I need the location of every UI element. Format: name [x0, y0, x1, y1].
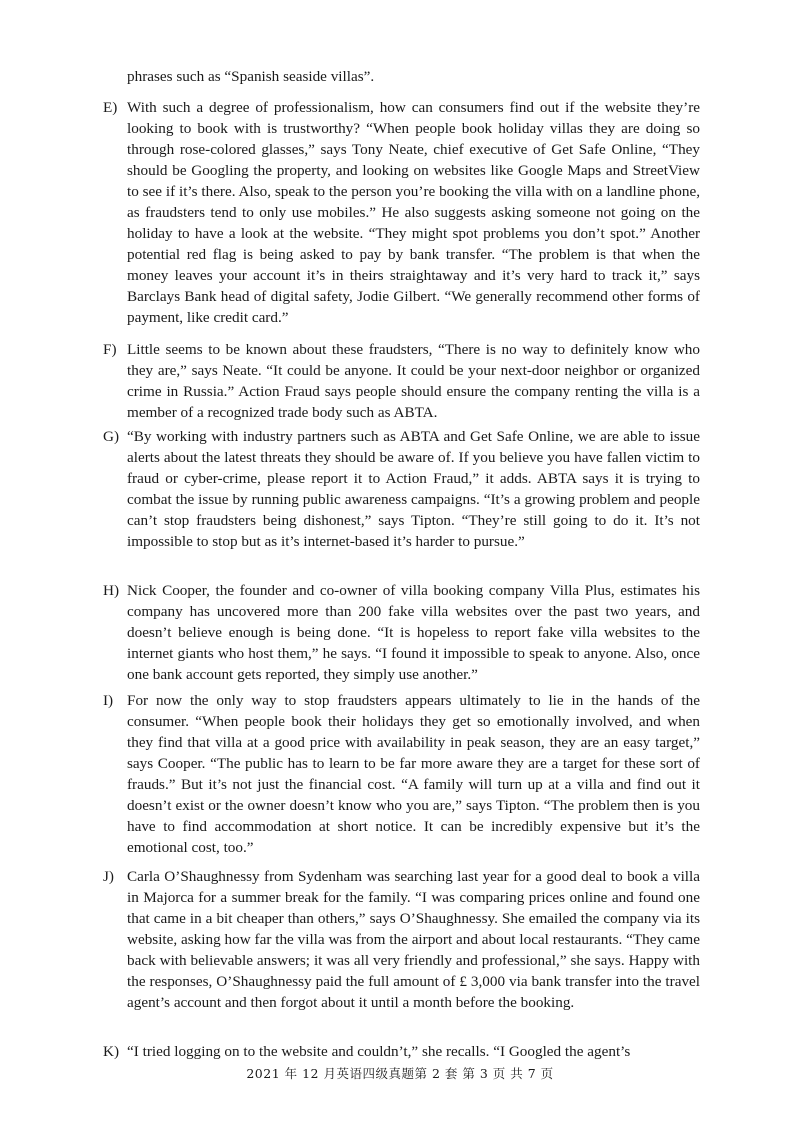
paragraph-text: Carla O’Shaughnessy from Sydenham was searching last year for a good deal to book a villa in Majorca for a summer break for the family. “I was comparing prices online and found one that came in a bit cheaper than others,” says O’Shaughnessy. She emailed the company via its website, asking how far the villa was from the airport and about local restaurants. “They came back with believable answers; it was all very friendly and professional,” she says. Happy with the responses, O’Shaughnessy paid the full amount of £ 3,000 via bank transfer into the travel agent’s account and then forgot about it until a month before the booking.: [127, 868, 700, 1011]
paragraph-letter: J): [103, 868, 114, 885]
paragraph-text: Nick Cooper, the founder and co-owner of villa booking company Villa Plus, estimates his company has uncovered more than 200 fake villa websites over the past two years, and doesn’t believe enough is being done. “It is hopeless to report fake villa websites to the internet giants who host them,” he says. “I found it impossible to speak to anyone. Also, once one bank account gets reported, they simply use another.”: [127, 582, 700, 683]
paragraph-letter: I): [103, 692, 114, 709]
paragraph-text: For now the only way to stop fraudsters appears ultimately to lie in the hands of the consumer. “When people book their holidays they get so emotionally involved, and when they find that villa at a good price with availability in peak season, they are an easy target,” says Cooper. “The public has to learn to be far more aware they are a target for these sort of frauds.” But it’s not just the financial cost. “A family will turn up at a villa and find out it doesn’t exist or the owner doesn’t know who you are,” says Tipton. “The problem then is you have to find accommodation at short notice. It can be incredibly expensive but it’s the emotional cost, too.”: [127, 692, 700, 856]
paragraph-letter: F): [103, 341, 117, 358]
paragraph-text: Little seems to be known about these fraudsters, “There is no way to definitely know who they are,” says Neate. “It could be anyone. It could be your next-door neighbor or organized crime in Russia.” Action Fraud says people should ensure the company renting the villa is a member of a recognized trade body such as ABTA.: [127, 341, 700, 421]
paragraph-text: “I tried logging on to the website and couldn’t,” she recalls. “I Googled the agent’s: [127, 1043, 631, 1060]
paragraph-j: [103, 866, 700, 1013]
paragraph-f: [103, 339, 700, 423]
paragraph-k: [103, 1041, 700, 1062]
paragraph-i: [103, 690, 700, 858]
page-footer: 2021 年 12 月英语四级真题第 2 套 第 3 页 共 7 页: [246, 1066, 554, 1081]
paragraph-letter: K): [103, 1043, 120, 1060]
paragraph-g: [103, 426, 700, 552]
paragraph-text: With such a degree of professionalism, how can consumers find out if the website they’re looking to book with is trustworthy? “When people book holiday villas they are doing so through rose-colored glasses,” says Tony Neate, chief executive of Get Safe Online, “They should be Googling the property, and looking on websites like Google Maps and StreetView to see if it’s there. Also, speak to the person you’re booking the villa with on a landline phone, as fraudsters tend to only use mobiles.” He also suggests asking someone not going on the holiday to have a look at the website. “They might spot problems you don’t spot.” Another potential red flag is being asked to pay by bank transfer. “The problem is that when the money leaves your account it’s in theirs straightaway and it’s very hard to track it,” says Barclays Bank head of digital safety, Jodie Gilbert. “We generally recommend other forms of payment, like credit card.”: [127, 99, 700, 326]
paragraph-e: [103, 97, 700, 328]
intro-continuation-text: phrases such as “Spanish seaside villas”.: [127, 68, 375, 85]
paragraph-letter: G): [103, 428, 120, 445]
paragraph-letter: E): [103, 99, 118, 116]
paragraph-text: “By working with industry partners such as ABTA and Get Safe Online, we are able to issue alerts about the latest threats they should be aware of. If you believe you have fallen victim to fraud or cyber-crime, please report it to Action Fraud,” it adds. ABTA says it is trying to combat the issue by running public awareness campaigns. “It’s a growing problem and people can’t stop fraudsters being dishonest,” says Tipton. “They’re still going to do it. It’s not impossible to stop but as it’s internet-based it’s harder to pursue.”: [127, 428, 700, 550]
paragraph-h: [103, 580, 700, 685]
paragraph-letter: H): [103, 582, 120, 599]
